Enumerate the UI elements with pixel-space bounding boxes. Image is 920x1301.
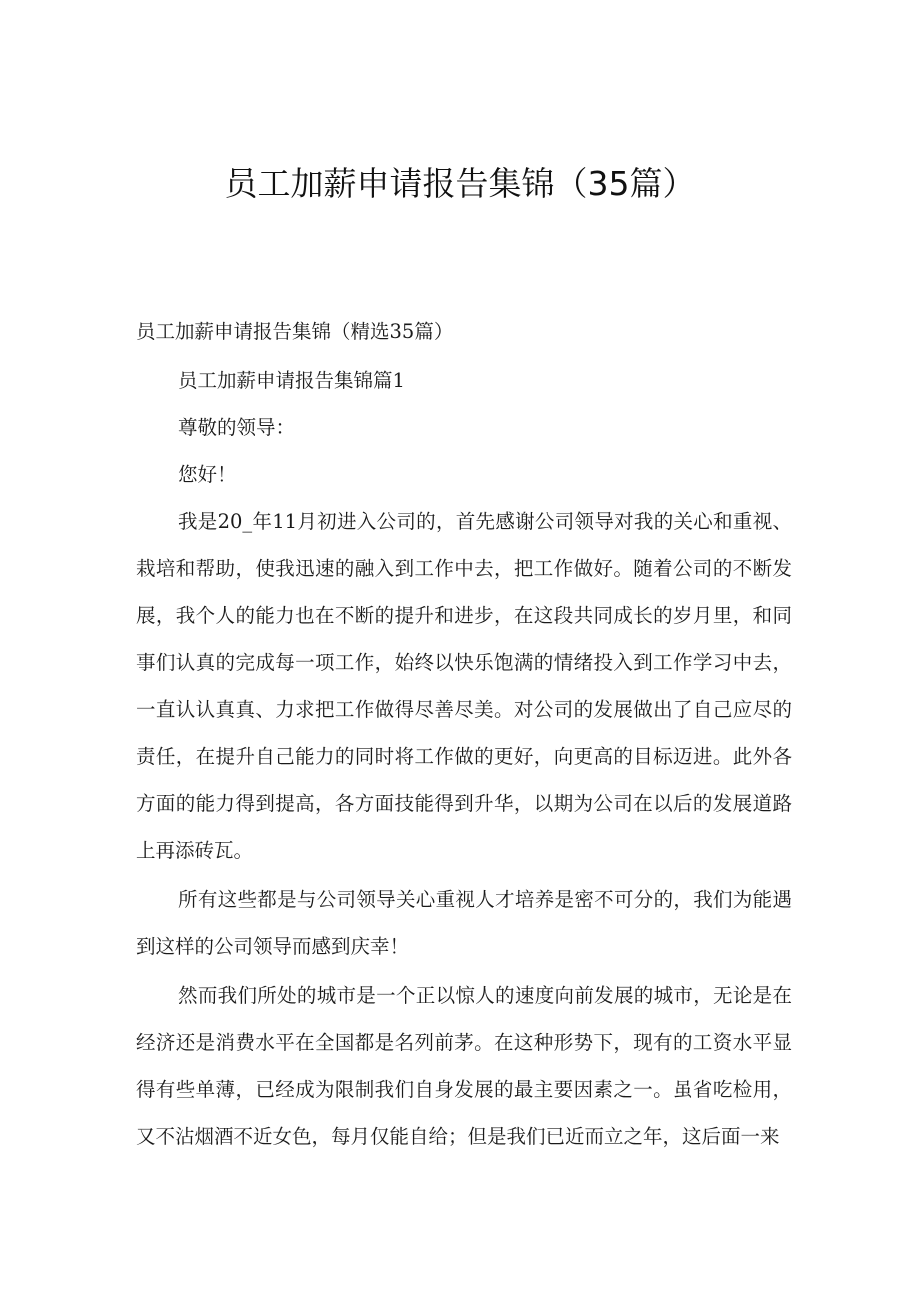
document-title: 员工加薪申请报告集锦（35篇） xyxy=(224,164,696,203)
salutation: 尊敬的领导： xyxy=(178,416,296,439)
greeting: 您好！ xyxy=(178,463,237,486)
body-paragraph: 我是20_年11月初进入公司的，首先感谢公司领导对我的关心和重视、栽培和帮助，使我迅速的融入到工作中去，把工作做好。随着公司的不断发展，我个人的能力也在不断的提升和进步，在这段共同成长的岁月里，和同事们认真的完成每一项工作，始终以快乐饱满的情绪投入到工作学习中去，一直认认真真、力求把工作做得尽善尽美。对公司的发展做出了自己应尽的责任，在提升自己能力的同时将工作做的更好，向更高的目标迈进。此外各方面的能力得到提高，各方面技能得到升华，以期为公司在以后的发展道路上再添砖瓦。 xyxy=(136,510,792,862)
document-body xyxy=(136,308,792,1160)
body-paragraph: 所有这些都是与公司领导关心重视人才培养是密不可分的，我们为能遇到这样的公司领导而感到庆幸！ xyxy=(136,888,792,958)
section-heading: 员工加薪申请报告集锦篇1 xyxy=(178,369,405,392)
document-subtitle: 员工加薪申请报告集锦（精选35篇） xyxy=(136,320,454,343)
body-paragraph: 然而我们所处的城市是一个正以惊人的速度向前发展的城市，无论是在经济还是消费水平在全国都是名列前茅。在这种形势下，现有的工资水平显得有些单薄，已经成为限制我们自身发展的最主要因素之一。虽省吃检用，又不沾烟酒不近女色，每月仅能自给；但是我们已近而立之年，这后面一来 xyxy=(136,984,792,1148)
